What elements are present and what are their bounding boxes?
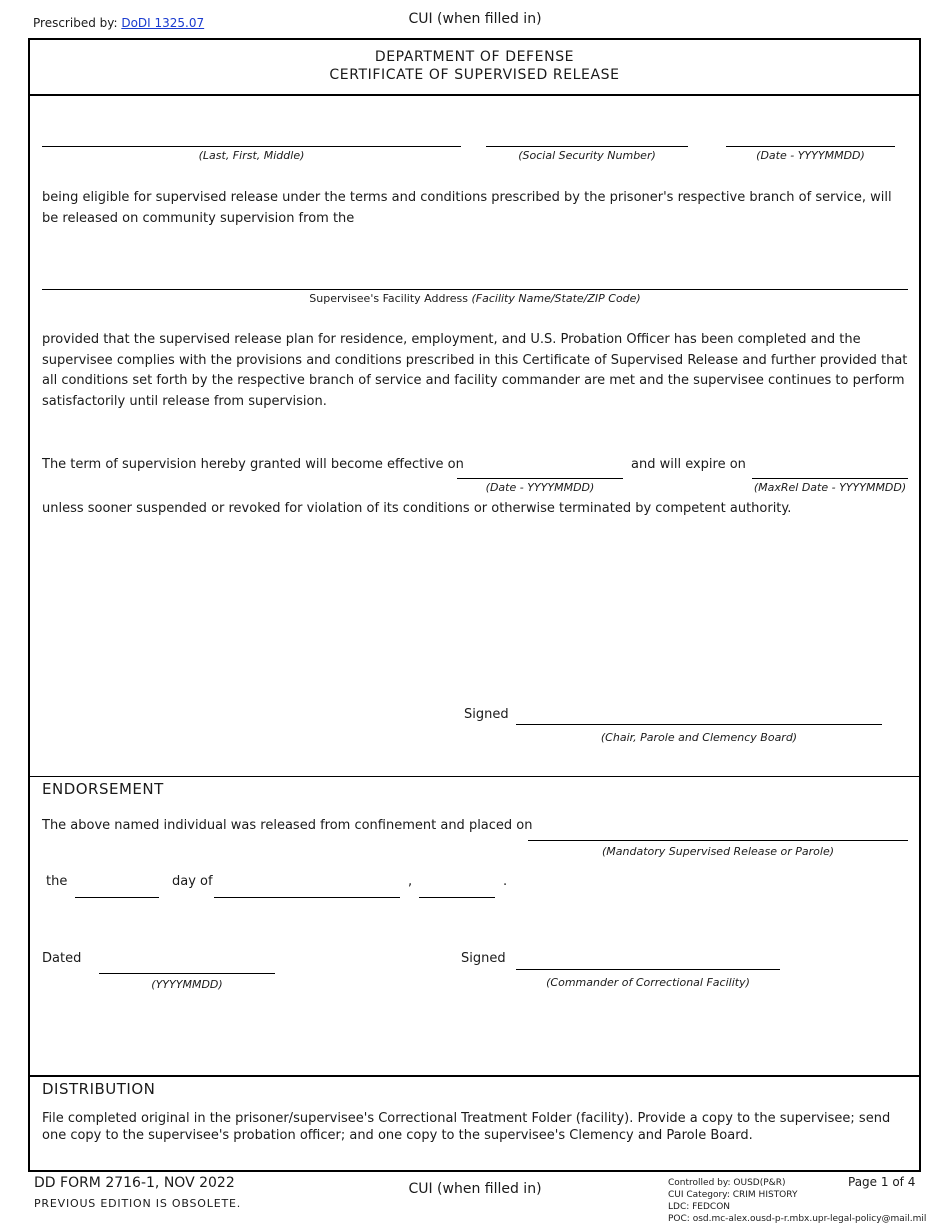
expire-caption: (MaxRel Date - YYYYMMDD): [753, 481, 907, 494]
dated-input[interactable]: [99, 956, 275, 974]
board-signed-label: Signed: [464, 707, 509, 722]
release-type-input[interactable]: [528, 823, 908, 841]
distribution-text: File completed original in the prisoner/supervisee's Correctional Treatment Folder (facility). Provide a copy to the supervisee; send one copy to the supervisee's probation officer; and one copy to the supervisee's Clemency and Parole Board.: [42, 1111, 891, 1143]
commander-signature-line[interactable]: [516, 969, 780, 970]
dodi-link[interactable]: DoDI 1325.07: [121, 16, 205, 30]
date-input[interactable]: [726, 129, 895, 147]
obsolete-note: PREVIOUS EDITION IS OBSOLETE.: [34, 1197, 242, 1210]
poc: POC: osd.mc-alex.ousd-p-r.mbx.upr-legal-policy@mail.mil: [668, 1214, 927, 1224]
header-department: DEPARTMENT OF DEFENSE: [374, 49, 575, 65]
unless-text: unless sooner suspended or revoked for violation of its conditions or otherwise terminated by competent authority.: [42, 501, 792, 516]
dated-caption: (YYYYMMDD): [151, 978, 223, 991]
year-input[interactable]: [419, 880, 495, 898]
form-header: [28, 48, 921, 84]
effective-date-input[interactable]: [457, 461, 623, 479]
release-type-caption: (Mandatory Supervised Release or Parole): [601, 845, 835, 858]
facility-caption-italic: (Facility Name/State/ZIP Code): [471, 292, 641, 305]
distribution-divider: [28, 1075, 921, 1077]
page-number: Page 1 of 4: [848, 1175, 916, 1189]
effective-caption: (Date - YYYYMMDD): [485, 481, 595, 494]
ldc: LDC: FEDCON: [668, 1202, 731, 1212]
ssn-input[interactable]: [486, 129, 688, 147]
board-signature-line[interactable]: [516, 724, 882, 725]
header-divider: [28, 94, 921, 96]
period-label: .: [503, 874, 508, 889]
provided-text: provided that the supervised release plan for residence, employment, and U.S. Probation Officer has been completed and the supervisee complies with the provisions and conditions prescribed in this Certificate of Supervised Release and further provided that all conditions set forth by the respective branch of service and facility commander are met and the supervisee continues to perform satisfactorily until release from supervision.: [42, 332, 908, 409]
month-input[interactable]: [214, 880, 400, 898]
facility-address-input[interactable]: [42, 272, 908, 290]
cui-bottom: CUI (when filled in): [408, 1181, 542, 1197]
endorsement-title: ENDORSEMENT: [42, 780, 164, 798]
cui-top: CUI (when filled in): [408, 11, 542, 27]
commander-signed-label: Signed: [461, 951, 506, 966]
day-input[interactable]: [75, 880, 159, 898]
facility-caption-plain: Supervisee's Facility Address: [309, 292, 472, 305]
header-title: CERTIFICATE OF SUPERVISED RELEASE: [329, 67, 620, 83]
distribution-title: DISTRIBUTION: [42, 1080, 156, 1098]
board-signature-caption: (Chair, Parole and Clemency Board): [600, 731, 798, 744]
endorsement-divider: [28, 776, 921, 777]
facility-caption: [42, 292, 908, 305]
commander-signature-caption: (Commander of Correctional Facility): [546, 976, 750, 989]
name-input[interactable]: [42, 129, 461, 147]
expire-date-input[interactable]: [752, 461, 908, 479]
comma-label: ,: [408, 874, 413, 889]
eligibility-text: being eligible for supervised release under the terms and conditions prescribed by the prisoner's respective branch of service, will be released on community supervision from the: [42, 190, 892, 226]
effective-label: The term of supervision hereby granted will become effective on: [42, 457, 464, 472]
the-label: the: [46, 874, 68, 889]
date-caption: (Date - YYYYMMDD): [756, 149, 865, 162]
expire-label: and will expire on: [631, 457, 746, 472]
cui-category: CUI Category: CRIM HISTORY: [668, 1190, 798, 1200]
ssn-caption: (Social Security Number): [518, 149, 656, 162]
day-of-label: day of: [172, 874, 213, 889]
prescribed-label: Prescribed by:: [33, 16, 118, 30]
name-caption: (Last, First, Middle): [198, 149, 305, 162]
dated-label: Dated: [42, 951, 82, 966]
form-id: DD FORM 2716-1, NOV 2022: [34, 1175, 235, 1191]
released-text: The above named individual was released from confinement and placed on: [42, 818, 533, 833]
controlled-by: Controlled by: OUSD(P&R): [668, 1178, 786, 1188]
